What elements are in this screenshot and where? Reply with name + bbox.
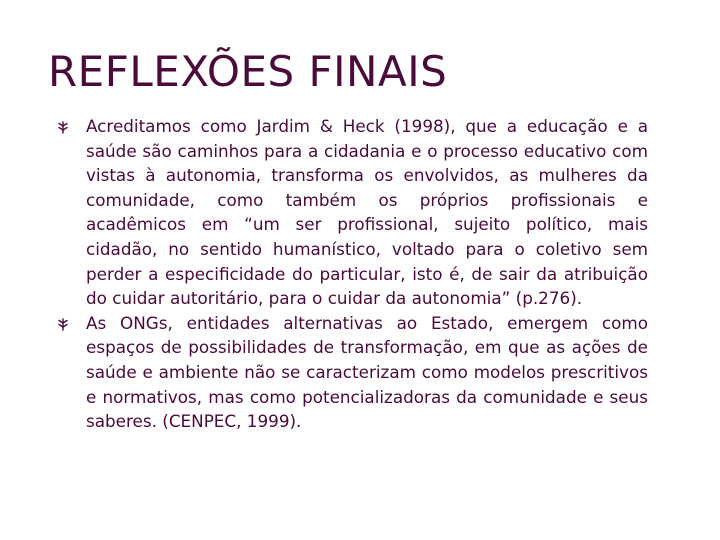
bullet-text: As ONGs, entidades alternativas ao Estado, emergem como espaços de possibilidades de transformação, em que as ações de saúde e ambiente não se caracterizam como modelos prescritivos e normativos, mas como potencializadoras da comunidade e seus saberes. (CENPEC, 1999). [86,312,648,432]
bullet-list [56,114,648,434]
sprig-bullet-icon [56,120,70,134]
bullet-item [56,114,648,311]
sprig-bullet-icon [56,317,70,331]
bullet-item [56,311,648,434]
slide-title: REFLEXÕES FINAIS [48,47,448,96]
bullet-text: Acreditamos como Jardim & Heck (1998), que a educação e a saúde são caminhos para a cidadania e o processo educativo com vistas à autonomia, transforma os envolvidos, as mulheres da comunidade, como também os próprios profissionais e acadêmicos em “um ser profissional, sujeito político, mais cidadão, no sentido humanístico, voltado para o coletivo sem perder a especificidade do particular, isto é, de sair da atribuição do cuidar autoritário, para o cuidar da autonomia” (p.276). [86,116,648,309]
